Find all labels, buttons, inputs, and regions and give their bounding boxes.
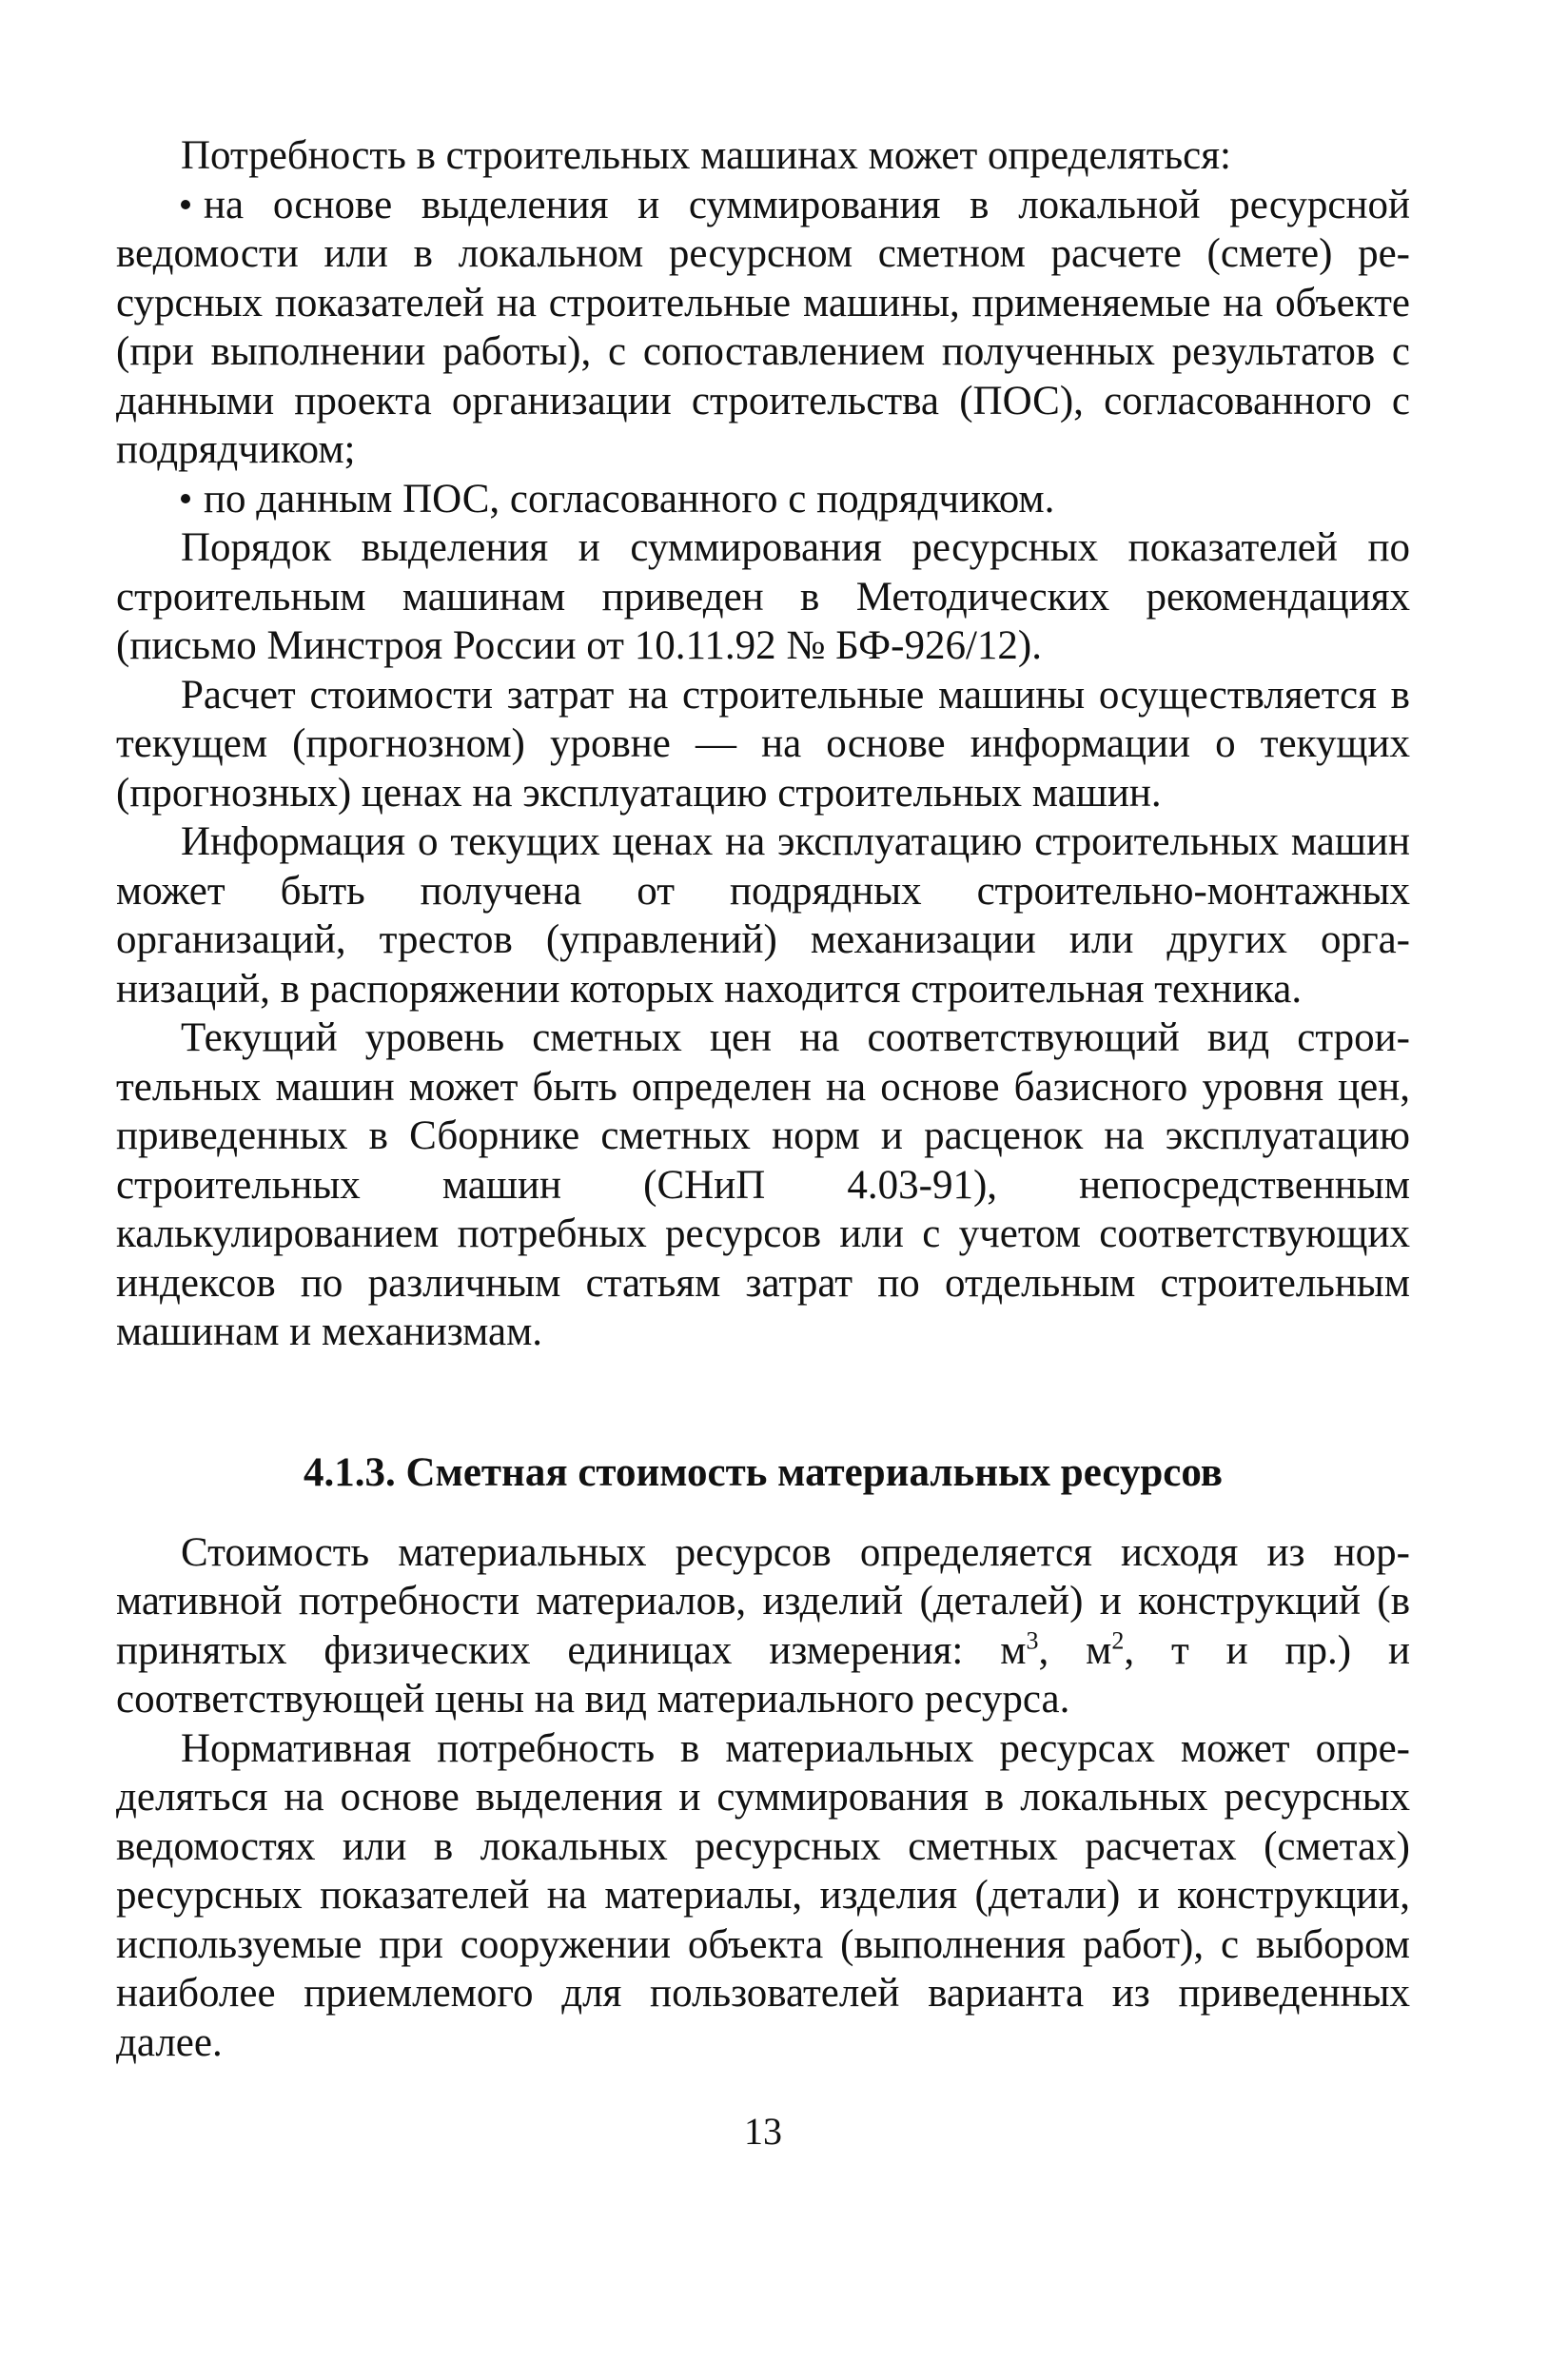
page-number: 13: [744, 2110, 782, 2153]
paragraph-price-info: Информация о текущих ценах на эксплуатацию строительных машин может быть получена от подрядных строительно-монтажных организаций, трестов (управлений) механизации или других организаций, в распоряжении которых находится строительная техника.: [116, 819, 1410, 1012]
bullet-item-2: [116, 475, 1410, 524]
document-page: [116, 131, 1410, 2155]
bullet-icon: [181, 494, 190, 503]
bullet-text-2: по данным ПОС, согласованного с подрядчиком.: [204, 476, 1055, 522]
paragraph-materials-cost: Стоимость материальных ресурсов определяется исходя из нормативной потребности материалов, изделий (деталей) и конструкций (в принятых физических единицах измерения: $м^3$, $м^2$, т и пр.) и соответствующей цены на вид материального ресурса.: [116, 1529, 1411, 1722]
paragraph-materials-demand: Нормативная потребность в материальных ресурсах может определяться на основе выделения и суммирования в локальных ресурсных ведомостях или в локальных ресурсных сметных расчетах (сметах) ресурсных показателей на материалы, изделия (детали) и конструкции, используемые при сооружении объекта (выполнения работ), с выбором наиболее приемлемого для пользователей варианта из приведенных далее.: [116, 1725, 1410, 2065]
paragraph-current-level: Текущий уровень сметных цен на соответствующий вид строительных машин может быть определен на основе базисного уровня цен, приведенных в Сборнике сметных норм и расценок на эксплуатацию строительных машин (СНиП 4.03-91), непосредственным калькулированием потребных ресурсов или с учетом соответствующих индексов по различным статьям затрат по отдельным строительным машинам и механизмам.: [116, 1015, 1410, 1354]
section-heading: 4.1.3. Сметная стоимость материальных ресурсов: [304, 1449, 1223, 1495]
bullet-item-1: [116, 181, 1410, 475]
bullet-icon: [181, 200, 190, 209]
paragraph-procedure: Порядок выделения и суммирования ресурсных показателей по строительным машинам приведен в Методических рекомендациях (письмо Минстроя России от 10.11.92 № БФ-926/12).: [116, 525, 1410, 668]
intro-paragraph: Потребность в строительных машинах может определяться:: [181, 133, 1231, 178]
paragraph-cost-calculation: Расчет стоимости затрат на строительные машины осуществляется в текущем (прогнозном) уровне — на основе информации о текущих (прогнозных) ценах на эксплуатацию строительных машин.: [116, 672, 1410, 816]
bullet-text-1: на основе выделения и суммирования в локальной ресурсной ведомости или в локальном ресурсном сметном расчете (смете) ресурсных показателей на строительные машины, применяемые на объекте (при выполнении работы), с сопоставлением полученных результатов с данными проекта организации строительства (ПОС), согласованного с подрядчиком;: [116, 182, 1410, 472]
